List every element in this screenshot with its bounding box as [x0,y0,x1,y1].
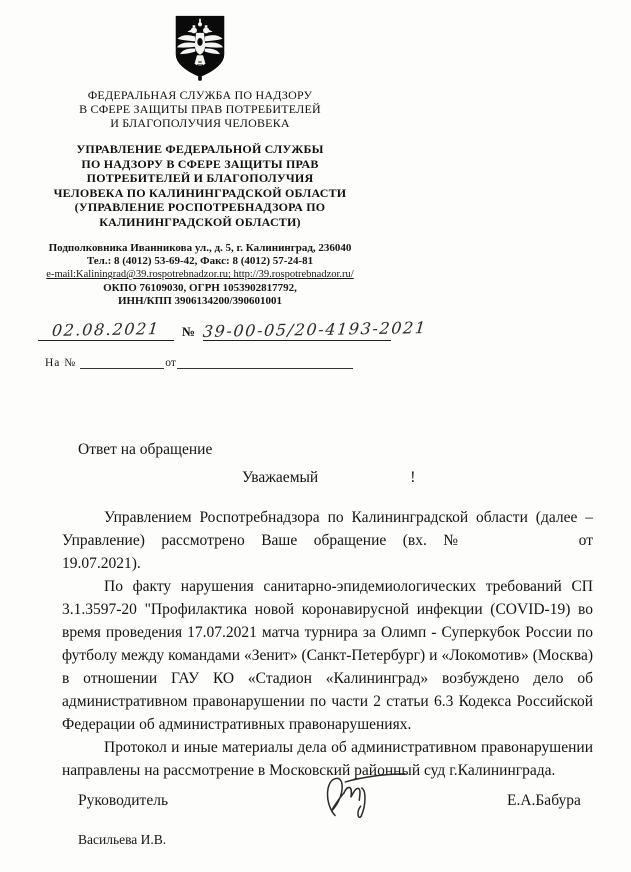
letterhead [40,14,360,309]
contact-block [40,242,360,309]
outgoing-date-field [38,320,174,341]
paragraph-1 [62,506,593,575]
paragraph-1-continuation: от 19.07.2021). [62,532,593,572]
agency-line: ФЕДЕРАЛЬНАЯ СЛУЖБА ПО НАДЗОРУ [87,88,313,102]
inn-kpp: ИНН/КПП 3906134200/390601001 [117,295,283,308]
incoming-number-blank [80,356,164,369]
na-number-label: На № [45,357,77,369]
handwritten-number: 39-00-05/20-4193-2021 [202,318,428,341]
federal-service-name [40,88,360,130]
department-name [40,142,360,230]
ot-label: от [165,357,176,369]
postal-address: Подполковника Иванникова ул., д. 5, г. Калининград, 236040 [48,241,352,254]
paragraph-3: Протокол и иные материалы дела об административном правонарушении направлены на рассмотрение в Московский районный суд г.Калининграда. [62,739,593,779]
department-line: УПРАВЛЕНИЕ ФЕДЕРАЛЬНОЙ СЛУЖБЫ [76,142,324,156]
department-line: ПО НАДЗОРУ В СФЕРЕ ЗАЩИТЫ ПРАВ [81,156,319,171]
phone-fax: Тел.: 8 (4012) 53-69-42, Факс: 8 (4012) 57-24-81 [86,254,314,267]
letter-body [62,438,593,782]
signer-position: Руководитель [78,792,169,809]
paragraph-2: По факту нарушения санитарно-эпидемиологических требований СП 3.1.3597-20 "Профилактика новой коронавирусной инфекции (COVID-19) во время проведения 17.07.2021 матча турнира за Олимп - Суперкубок России по футболу между командами «Зенит» (Санкт-Петербург) и «Локомотив» (Москва) в отношении ГАУ КО «Стадион «Калининград» возбуждено дело об административном правонарушении по части 2 статьи 6.3 Кодекса Российской Федерации об административных правонарушениях. [62,578,593,733]
department-line: ЧЕЛОВЕКА ПО КАЛИНИНГРАДСКОЙ ОБЛАСТИ [53,185,347,200]
number-sign-label: № [182,324,196,339]
incoming-reference-line [45,356,405,369]
agency-line: В СФЕРЕ ЗАЩИТЫ ПРАВ ПОТРЕБИТЕЛЕЙ [79,102,321,116]
executor-name: Васильева И.В. [78,832,167,847]
department-line: КАЛИНИНГРАДСКОЙ ОБЛАСТИ) [99,214,301,229]
salutation-line [242,466,593,489]
outgoing-number-field [202,318,428,341]
paragraph-1-text: Управлением Роспотребнадзора по Калининградской области (далее – Управление) рассмотрено Ваше обращение (вх. № [62,509,593,549]
salutation-word: Уважаемый [242,469,319,486]
subject-line: Ответ на обращение [78,441,213,458]
outgoing-reference-line [38,318,428,341]
signer-name: Е.А.Бабура [507,792,581,809]
handwritten-date: 02.08.2021 [51,319,161,340]
incoming-date-blank [177,356,353,369]
email-website: e-mail:Kaliningrad@39.rospotrebnadzor.ru; http://39.rospotrebnadzor.ru/ [46,269,354,281]
okpo-ogrn: ОКПО 76109030, ОГРН 1053902817792, [103,281,297,294]
agency-line: И БЛАГОПОЛУЧИЯ ЧЕЛОВЕКА [110,116,290,130]
coat-of-arms-icon [168,14,232,82]
salutation-punct: ! [410,469,416,486]
department-line: ПОТРЕБИТЕЛЕЙ И БЛАГОПОЛУЧИЯ [86,171,314,186]
department-line: (УПРАВЛЕНИЕ РОСПОТРЕБНАДЗОРА ПО [74,200,326,215]
